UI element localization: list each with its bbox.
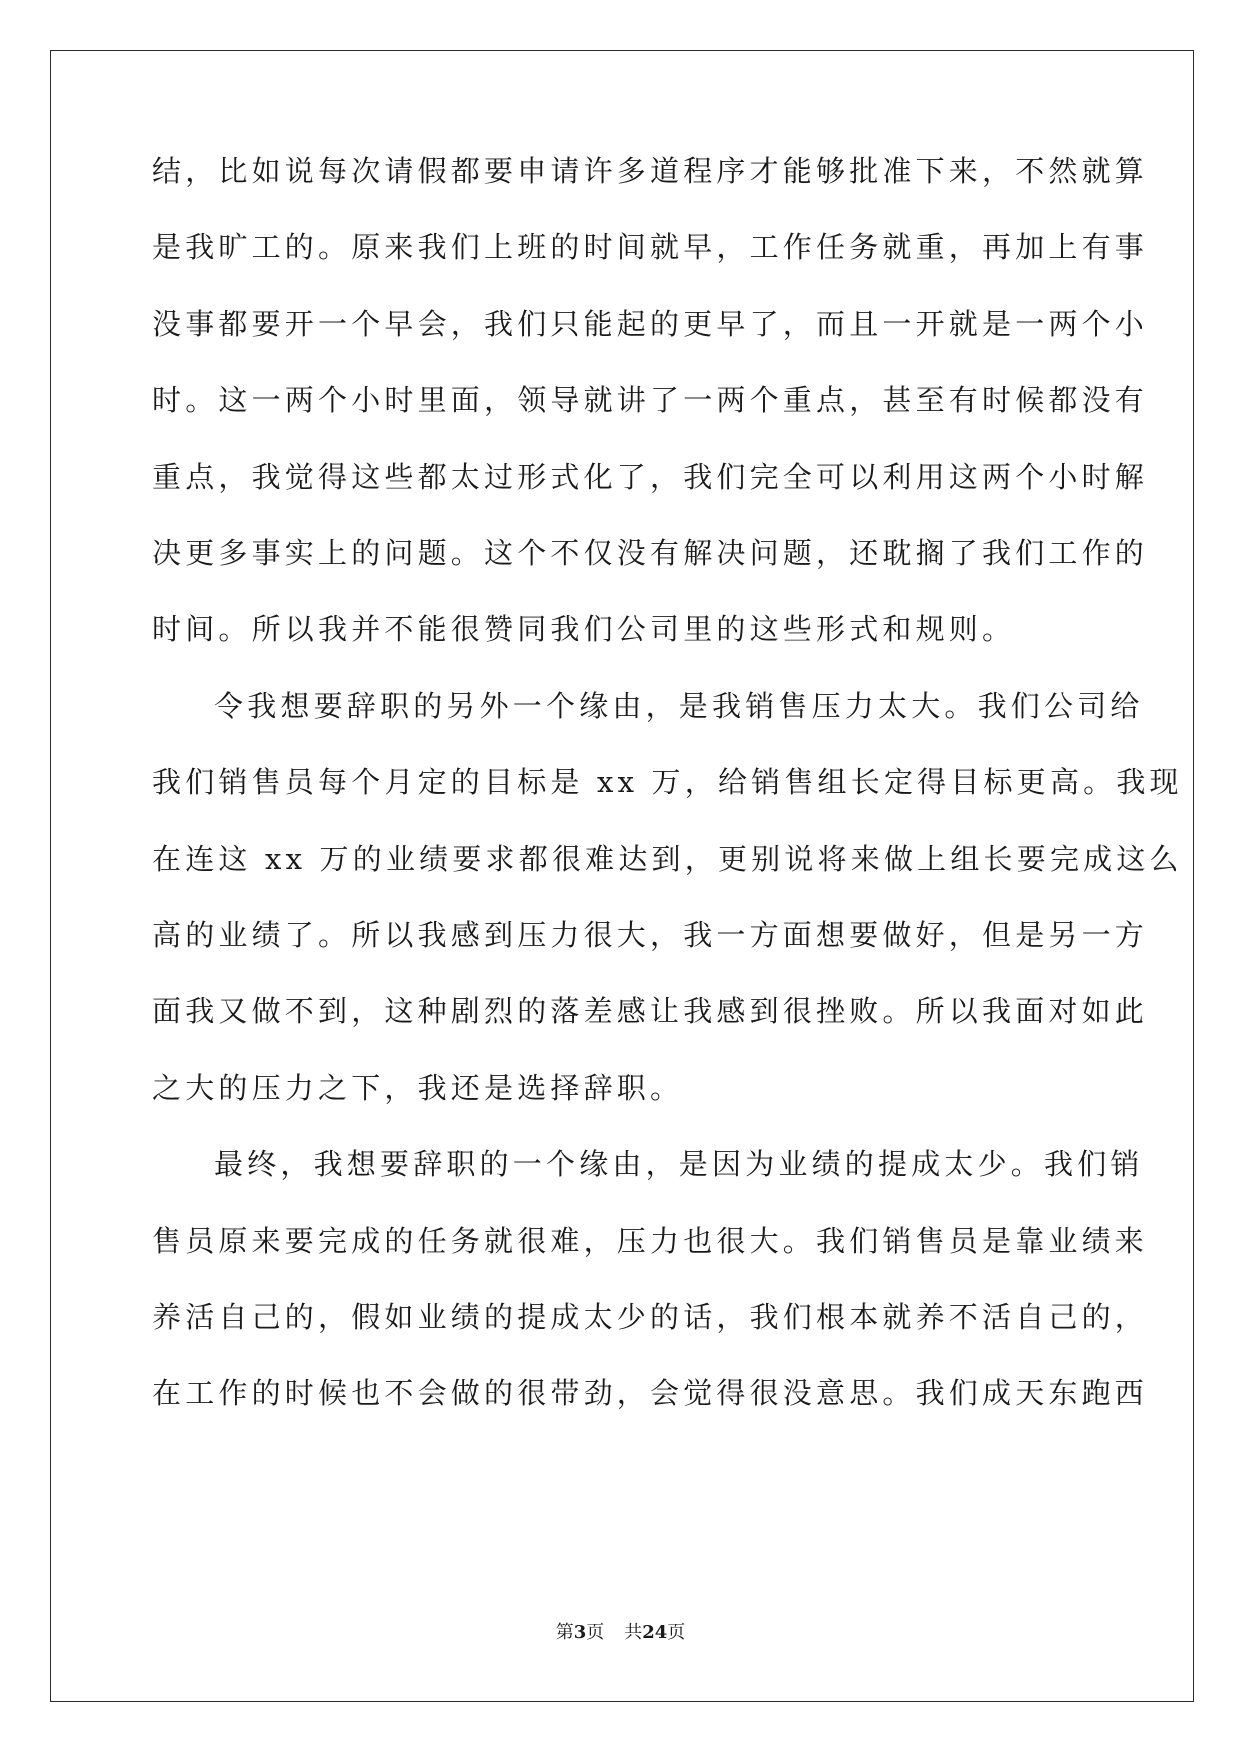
- text-line: 面我又做不到，这种剧烈的落差感让我感到很挫败。所以我面对如此: [152, 994, 1149, 1028]
- current-page-number: 3: [573, 1622, 587, 1643]
- text-line: 时间。所以我并不能很赞同我们公司里的这些形式和规则。: [152, 612, 1016, 646]
- paragraph-first-line: 最终，我想要辞职的一个缘由，是因为业绩的提成太少。我们销: [214, 1147, 1144, 1181]
- footer-page-unit: 页: [586, 1622, 605, 1643]
- text-line: 售员原来要完成的任务就很难，压力也很大。我们销售员是靠业绩来: [152, 1224, 1149, 1258]
- footer-prefix: 第: [555, 1622, 574, 1643]
- footer-total-prefix: 共: [624, 1622, 643, 1643]
- text-line: 结，比如说每次请假都要申请许多道程序才能够批准下来，不然就算: [152, 154, 1149, 188]
- text-line: 是我旷工的。原来我们上班的时间就早，工作任务就重，再加上有事: [152, 230, 1149, 264]
- text-line: 我们销售员每个月定的目标是 xx 万，给销售组长定得目标更高。我现: [152, 765, 1183, 799]
- text-line: 时。这一两个小时里面，领导就讲了一两个重点，甚至有时候都没有: [152, 383, 1149, 417]
- text-line: 高的业绩了。所以我感到压力很大，我一方面想要做好，但是另一方: [152, 918, 1149, 952]
- footer-total-unit: 页: [667, 1622, 686, 1643]
- text-line: 重点，我觉得这些都太过形式化了，我们完全可以利用这两个小时解: [152, 460, 1149, 494]
- total-pages-number: 24: [642, 1622, 668, 1643]
- text-line: 之大的压力之下，我还是选择辞职。: [152, 1071, 684, 1105]
- page-footer: [0, 1622, 1241, 1644]
- text-line: 在工作的时候也不会做的很带劲，会觉得很没意思。我们成天东跑西: [152, 1376, 1149, 1410]
- text-line: 在连这 xx 万的业绩要求都很难达到，更别说将来做上组长要完成这么: [152, 842, 1183, 876]
- text-line: 养活自己的，假如业绩的提成太少的话，我们根本就养不活自己的，: [152, 1300, 1149, 1334]
- text-line: 决更多事实上的问题。这个不仅没有解决问题，还耽搁了我们工作的: [152, 536, 1149, 570]
- text-line: 没事都要开一个早会，我们只能起的更早了，而且一开就是一两个小: [152, 307, 1149, 341]
- paragraph-first-line: 令我想要辞职的另外一个缘由，是我销售压力太大。我们公司给: [214, 689, 1144, 723]
